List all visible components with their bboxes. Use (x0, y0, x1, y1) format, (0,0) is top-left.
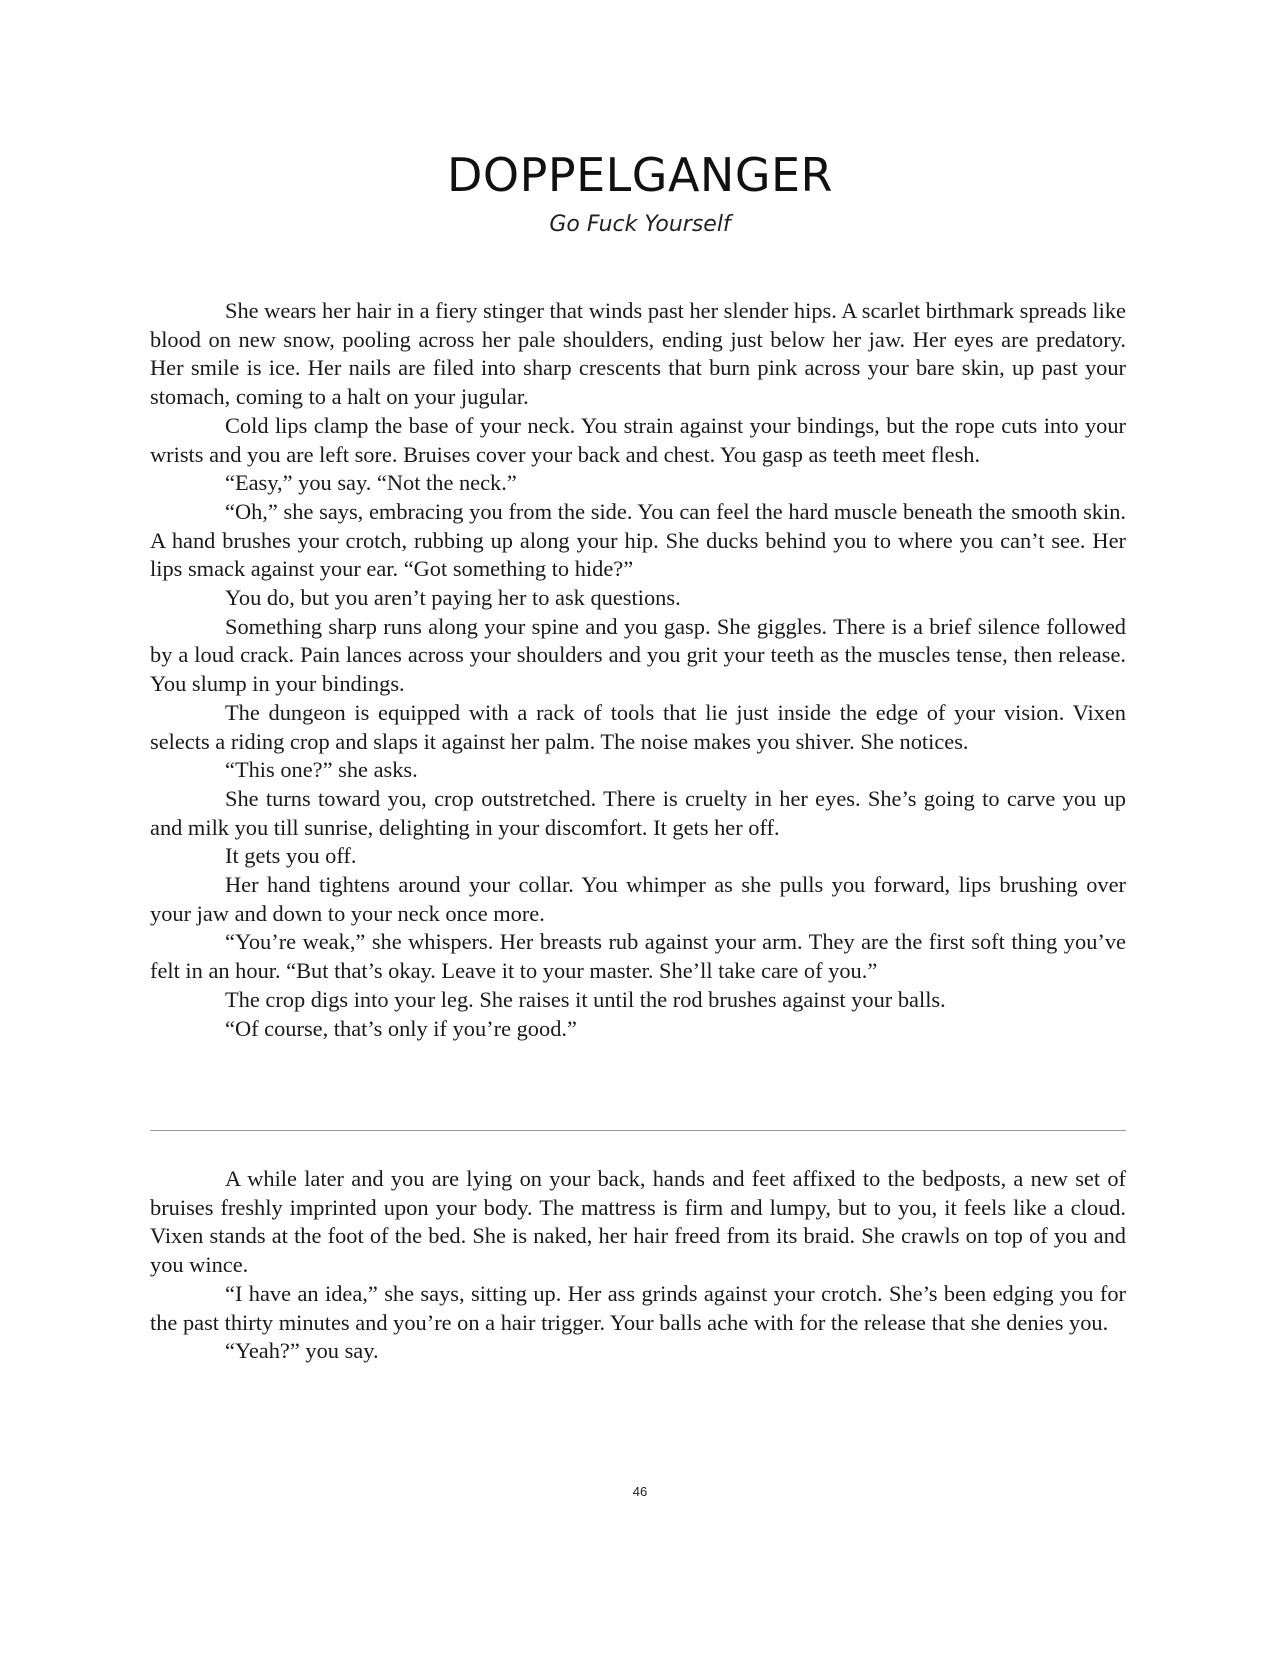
paragraph: “You’re weak,” she whispers. Her breasts rub against your arm. They are the first soft thing you’ve felt in an hour. “But that’s okay. Leave it to your master. She’ll take care of you.” (150, 929, 1126, 984)
paragraph: She wears her hair in a fiery stinger that winds past her slender hips. A scarlet birthmark spreads like blood on new snow, pooling across her pale shoulders, ending just below her jaw. Her eyes are predatory. Her smile is ice. Her nails are filed into sharp crescents that burn pink across your bare skin, up past your stomach, coming to a halt on your jugular. (150, 298, 1126, 410)
page-title: DOPPELGANGER (447, 148, 833, 202)
paragraph: The dungeon is equipped with a rack of tools that lie just inside the edge of your vision. Vixen selects a riding crop and slaps it against her palm. The noise makes you shiver. She notices. (150, 699, 1126, 754)
paragraph: Something sharp runs along your spine and you gasp. She giggles. There is a brief silence followed by a loud crack. Pain lances across your shoulders and you grit your teeth as the muscles tense, then release. You slump in your bindings. (150, 613, 1126, 697)
paragraph: She turns toward you, crop outstretched. There is cruelty in her eyes. She’s going to carve you up and milk you till sunrise, delighting in your discomfort. It gets her off. (150, 785, 1126, 840)
page-number: 46 (632, 1484, 648, 1499)
paragraph: Cold lips clamp the base of your neck. You strain against your bindings, but the rope cuts into your wrists and you are left sore. Bruises cover your back and chest. You gasp as teeth meet flesh. (150, 412, 1126, 467)
paragraph: A while later and you are lying on your back, hands and feet affixed to the bedposts, a new set of bruises freshly imprinted upon your body. The mattress is firm and lumpy, but to you, it feels like a cloud. Vixen stands at the foot of the bed. She is naked, her hair freed from its braid. She crawls on top of you and you wince. (150, 1166, 1126, 1278)
paragraph: The crop digs into your leg. She raises it until the rod brushes against your balls. (225, 986, 946, 1012)
page-subtitle: Go Fuck Yourself (549, 212, 731, 237)
body-section-2 (150, 1165, 1126, 1366)
paragraph: You do, but you aren’t paying her to ask questions. (225, 585, 681, 611)
paragraph: “Oh,” she says, embracing you from the side. You can feel the hard muscle beneath the smooth skin. A hand brushes your crotch, rubbing up along your hip. She ducks behind you to where you can’t see. Her lips smack against your ear. “Got something to hide?” (150, 498, 1126, 582)
section-divider (150, 1130, 1126, 1131)
body-section-1 (150, 297, 1126, 1043)
paragraph: “Yeah?” you say. (225, 1338, 379, 1364)
paragraph: “I have an idea,” she says, sitting up. Her ass grinds against your crotch. She’s been edging you for the past thirty minutes and you’re on a hair trigger. Your balls ache with for the release that she denies you. (150, 1280, 1126, 1335)
paragraph: It gets you off. (225, 843, 357, 869)
paragraph: “Of course, that’s only if you’re good.” (225, 1015, 577, 1041)
paragraph: “Easy,” you say. “Not the neck.” (225, 470, 517, 496)
paragraph: “This one?” she asks. (225, 757, 418, 783)
paragraph: Her hand tightens around your collar. You whimper as she pulls you forward, lips brushing over your jaw and down to your neck once more. (150, 872, 1126, 926)
